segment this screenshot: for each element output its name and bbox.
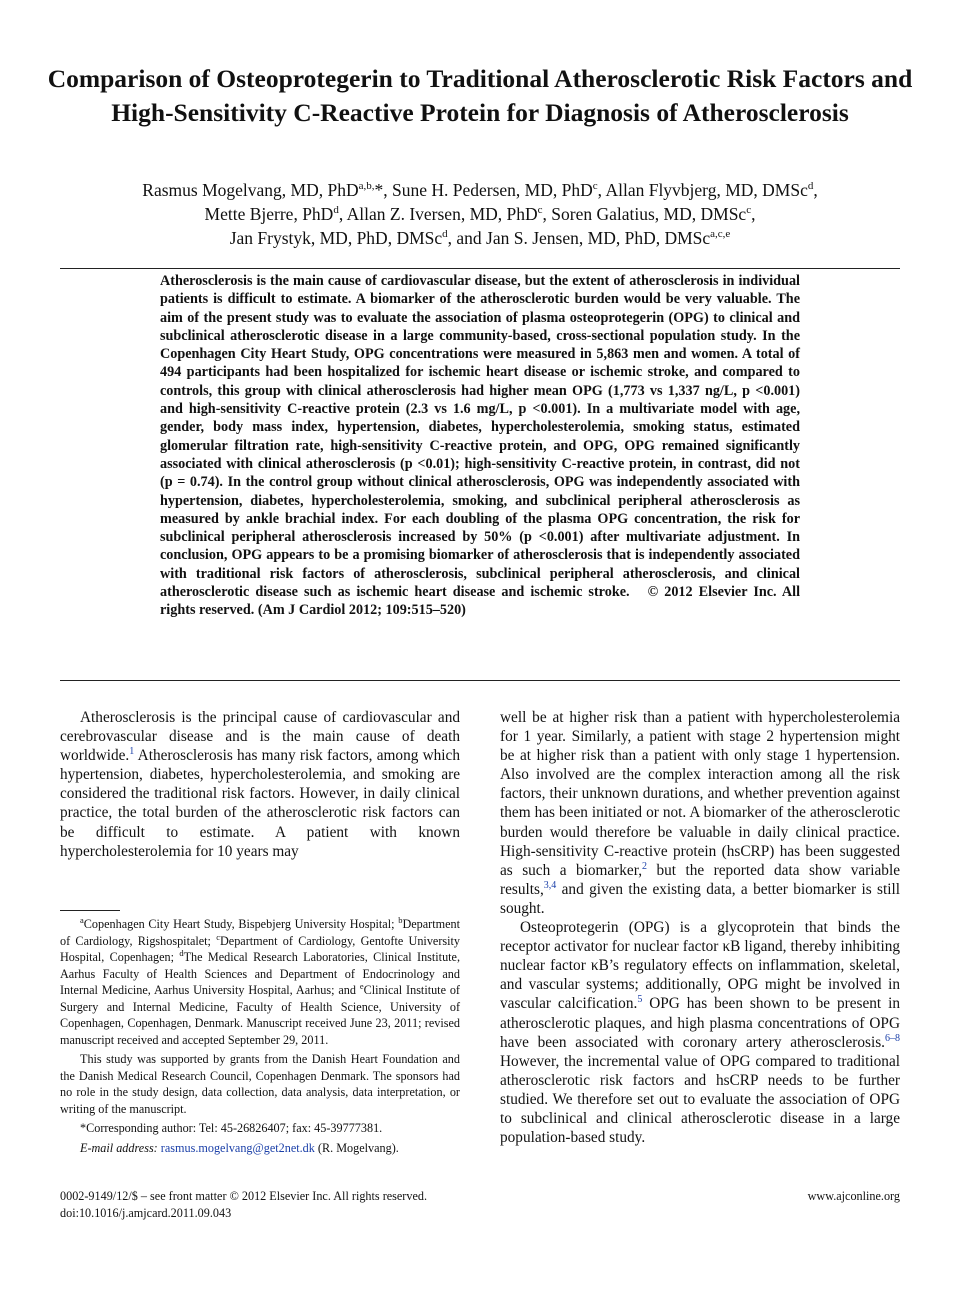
- abstract-copyright: © 2012 Elsevier Inc. All rights reserved. (Am J Cardiol 2012; 109:515–520): [160, 584, 801, 619]
- author-affiliation: a,b,: [358, 180, 375, 193]
- body-text: Atherosclerosis is the principal cause of cardiovascular and cerebrovascular disease and is the main cause of death worldwide.: [60, 709, 460, 765]
- author-affiliation: d: [333, 204, 339, 217]
- author-separator: ,: [542, 204, 552, 224]
- email-suffix: (R. Mogelvang).: [314, 1140, 399, 1155]
- author-name: Rasmus Mogelvang, MD, PhD: [142, 180, 359, 200]
- author-separator: , and: [447, 228, 487, 248]
- affiliation-text: Department of Cardiology, Gentofte University Hospital, Copenhagen;: [60, 933, 460, 964]
- author-name: Jan Frystyk, MD, PhD, DMSc: [229, 228, 443, 248]
- affiliations-note: [60, 916, 460, 1048]
- author-name: Allan Z. Iversen, MD, PhD: [346, 204, 538, 224]
- abstract-bottom-divider: [60, 680, 900, 681]
- author-affiliation: c: [592, 180, 598, 193]
- affiliation-text: Clinical Institute of Surgery and Internal Medicine, Faculty of Health Science, University of Copenhagen, Copenhagen, Denmark. Manuscript received June 23, 2011; revised manuscript received and accepted September 29, 2011.: [60, 983, 460, 1047]
- author-affiliation: c: [537, 204, 543, 217]
- body-column-right: [500, 708, 900, 1147]
- issn-line: 0002-9149/12/$ – see front matter © 2012 Elsevier Inc. All rights reserved.: [60, 1189, 428, 1203]
- author-affiliation: d: [807, 180, 814, 193]
- funding-note: This study was supported by grants from the Danish Heart Foundation and the Danish Medical Research Council, Copenhagen Denmark. The sponsors had no role in the study design, data collection, data analysis, data interpretation, or writing of the manuscript.: [60, 1052, 460, 1116]
- body-paragraph: [500, 918, 900, 1147]
- author-list: [40, 178, 920, 250]
- body-text: OPG has been shown to be present in atherosclerotic plaques, and high plasma concentrations of OPG have been associated with coronary artery atherosclerosis.: [500, 995, 900, 1051]
- body-text: well be at higher risk than a patient with hypercholesterolemia for 1 year. Similarly, a patient with stage 2 hypertension might be at higher risk than a patient with only stage 1 hypertension. Also involved are the complex interaction among all the risk factors, their unknown durations, and whether prevention against them has been initiated or not. A biomarker of the atherosclerotic burden would therefore be valuable in daily clinical practice. High-sensitivity C-reactive protein (hsCRP) has been suggested as such a biomarker,: [500, 709, 900, 879]
- body-text: Atherosclerosis has many risk factors, among which hypertension, diabetes, hypercholesterolemia, and smoking are considered the traditional risk factors. However, in daily clinical practice, the total burden of the atherosclerotic risk factors can be difficult to estimate. A patient with known hypercholesterolemia for 10 years may: [60, 747, 460, 860]
- footer-publication-info: [60, 1188, 540, 1221]
- affiliation-marker: e: [359, 980, 364, 991]
- author-name: Soren Galatius, MD, DMSc: [551, 204, 747, 224]
- reference-link[interactable]: 5: [637, 994, 643, 1006]
- email-link[interactable]: rasmus.mogelvang@get2net.dk: [160, 1140, 315, 1155]
- reference-link[interactable]: 1: [129, 746, 135, 758]
- corresponding-author-note: *Corresponding author: Tel: 45-26826407; fax: 45-39777381.: [80, 1121, 383, 1135]
- body-column-left: [60, 708, 460, 861]
- author-affiliation: d: [442, 228, 448, 241]
- article-title: Comparison of Osteoprotegerin to Traditional Atherosclerotic Risk Factors and High-Sensitivity C-Reactive Protein for Diagnosis of Atherosclerosis: [47, 64, 913, 127]
- affiliation-marker: b: [398, 914, 403, 925]
- affiliation-marker: c: [216, 931, 220, 942]
- abstract: [160, 272, 800, 620]
- author-name: Allan Flyvbjerg, MD, DMSc: [605, 180, 808, 200]
- body-text: Osteoprotegerin (OPG) is a glycoprotein that binds the receptor activator for nuclear factor κB ligand, thereby inhibiting nuclear factor κB’s regulatory effects on inflammation, skeletal, and vascular systems; additionally, OPG might be involved in vascular calcification.: [500, 919, 900, 1013]
- footnotes: [60, 916, 460, 1159]
- author-affiliation: a,c,e: [710, 228, 731, 241]
- abstract-top-divider: [60, 268, 900, 269]
- reference-link[interactable]: 6–8: [885, 1032, 900, 1044]
- author-separator: ,: [338, 204, 347, 224]
- author-name: Jan S. Jensen, MD, PhD, DMSc: [486, 228, 711, 248]
- author-affiliation: c: [746, 204, 752, 217]
- doi-line[interactable]: doi:10.1016/j.amjcard.2011.09.043: [60, 1205, 232, 1220]
- journal-url[interactable]: www.ajconline.org: [807, 1189, 900, 1203]
- body-paragraph: [60, 708, 460, 861]
- abstract-text: Atherosclerosis is the main cause of cardiovascular disease, but the extent of atherosclerosis in individual patients is difficult to estimate. A biomarker of the atherosclerotic burden would be very valuable. The aim of the present study was to evaluate the association of plasma osteoprotegerin (OPG) to clinical and subclinical atherosclerotic disease in a large community-based, cross-sectional population study. In the Copenhagen City Heart Study, OPG concentrations were measured in 5,863 men and women. A total of 494 participants had been hospitalized for ischemic heart disease or ischemic stroke, and compared to controls, this group with clinical atherosclerosis had higher mean OPG (1,773 vs 1,337 ng/L, p <0.001) and high-sensitivity C-reactive protein (2.3 vs 1.6 mg/L, p <0.001). In a multivariate model with age, gender, body mass index, hypertension, diabetes, hypercholesterolemia, smoking status, estimated glomerular filtration rate, high-sensitivity C-reactive protein, and OPG, OPG remained significantly associated with clinical atherosclerosis (p <0.01); high-sensitivity C-reactive protein, in contrast, did not (p = 0.74). In the control group without clinical atherosclerosis, OPG was independently associated with hypertension, diabetes, hypercholesterolemia, smoking, and subclinical peripheral atherosclerosis as measured by ankle brachial index. For each doubling of the plasma OPG concentration, the risk for subclinical peripheral atherosclerosis increased by 50% (p <0.001) after multivariate adjustment. In conclusion, OPG appears to be a promising biomarker of atherosclerosis that is independently associated with traditional risk factors of atherosclerosis, subclinical peripheral atherosclerosis, and clinical atherosclerotic disease such as ischemic heart disease and ischemic stroke.: [160, 273, 800, 601]
- body-text: but the reported data show variable results,: [500, 861, 900, 898]
- author-separator: ,: [751, 204, 756, 224]
- affiliation-text: Department of Cardiology, Rigshospitalet;: [60, 917, 460, 948]
- author-name: Mette Bjerre, PhD: [204, 204, 334, 224]
- reference-link[interactable]: 2: [642, 860, 648, 872]
- body-paragraph: [500, 708, 900, 918]
- author-separator: *,: [374, 180, 392, 200]
- body-text: and given the existing data, a better biomarker is still sought.: [500, 880, 900, 917]
- author-separator: ,: [813, 180, 818, 200]
- affiliation-marker: a: [80, 914, 84, 925]
- reference-link[interactable]: 3,4: [543, 879, 557, 891]
- author-separator: ,: [597, 180, 606, 200]
- author-name: Sune H. Pedersen, MD, PhD: [392, 180, 593, 200]
- email-note: [60, 1140, 460, 1157]
- email-label: E-mail address:: [80, 1140, 158, 1155]
- footnote-divider: [60, 910, 120, 911]
- affiliation-text: The Medical Research Laboratories, Clinical Institute, Aarhus Faculty of Health Sciences and Department of Endocrinology and Internal Medicine, Aarhus University Hospital, Aarhus; and: [60, 950, 461, 997]
- affiliation-text: Copenhagen City Heart Study, Bispebjerg University Hospital;: [83, 917, 399, 931]
- affiliation-marker: d: [179, 947, 184, 958]
- body-text: However, the incremental value of OPG compared to traditional atherosclerotic risk factors and hsCRP needs to be further studied. We therefore set out to evaluate the association of OPG to subclinical and clinical atherosclerotic disease in a large population-based study.: [500, 1052, 900, 1147]
